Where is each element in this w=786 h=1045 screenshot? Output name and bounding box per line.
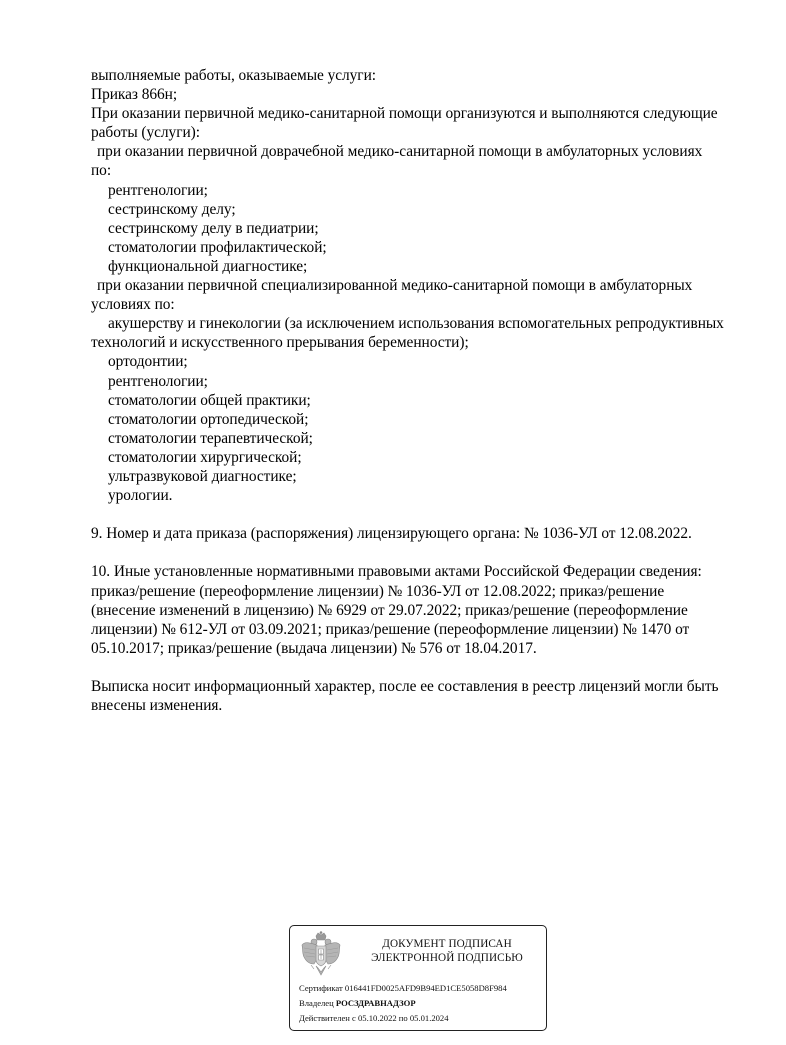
section-heading-prevrach: при оказании первичной доврачебной медико-санитарной помощи в амбулаторных условиях [97,143,703,161]
certificate-label: Сертификат [299,983,343,993]
intro-line: работы (услуги): [91,124,200,142]
list-item: урологии. [108,487,173,505]
item-10-line: приказ/решение (переоформление лицензии) № 1036-УЛ от 12.08.2022; приказ/решение [91,582,665,600]
stamp-title-line: ДОКУМЕНТ ПОДПИСАН [382,938,512,950]
stamp-title-line: ЭЛЕКТРОННОЙ ПОДПИСЬЮ [371,952,523,964]
spacer [91,658,761,677]
item-9-order: 9. Номер и дата приказа (распоряжения) лицензирующего органа: № 1036-УЛ от 12.08.2022. [91,525,692,543]
validity-row: Действителен с 05.10.2022 по 05.01.2024 [299,1013,449,1023]
list-item: стоматологии терапевтической; [108,429,313,447]
list-item: стоматологии профилактической; [108,238,327,256]
item-10-line: (внесение изменений в лицензию) № 6929 от 29.07.2022; приказ/решение (переоформление [91,601,688,619]
spacer [91,505,761,524]
certificate-value: 016441FD0025AFD9B94ED1CE5058D8F984 [344,983,507,993]
intro-line: выполняемые работы, оказываемые услуги: [91,67,376,84]
section-heading-special-cont: условиях по: [91,296,175,314]
order-reference: Приказ 866н; [91,86,178,104]
intro-line: При оказании первичной медико-санитарной помощи организуются и выполняются следующие [91,105,718,123]
stamp-info [299,981,507,1026]
list-item: функциональной диагностике; [108,257,308,275]
section-heading-prevrach-cont: по: [91,162,112,180]
disclaimer-line: Выписка носит информационный характер, после ее составления в реестр лицензий могли быть [91,678,719,695]
list-item: акушерству и гинекологии (за исключением использования вспомогательных репродуктивных [108,315,724,333]
owner-label: Владелец [299,998,334,1008]
list-item: ортодонтии; [108,353,188,371]
list-item: рентгенологии; [108,372,208,390]
spacer [91,543,761,562]
section-heading-special: при оказании первичной специализированной медико-санитарной помощи в амбулаторных [97,277,693,295]
list-item: стоматологии хирургической; [108,448,302,466]
list-item: ультразвуковой диагностике; [108,467,297,485]
certificate-row [299,981,507,996]
owner-row [299,996,507,1011]
list-item: стоматологии ортопедической; [108,410,309,428]
electronic-signature-stamp [289,925,547,1031]
list-item-cont: технологий и искусственного прерывания беременности); [91,334,469,352]
item-10-line: 10. Иные установленные нормативными правовыми актами Российской Федерации сведения: [91,563,702,581]
list-item: сестринскому делу в педиатрии; [108,219,319,237]
stamp-title [352,937,542,965]
list-item: стоматологии общей практики; [108,391,311,409]
item-10-line: лицензии) № 612-УЛ от 03.09.2021; приказ/решение (переоформление лицензии) № 1470 от [91,620,690,638]
list-item: сестринскому делу; [108,200,236,218]
item-10-line: 05.10.2017; приказ/решение (выдача лицензии) № 576 от 18.04.2017. [91,639,537,657]
document-body [91,66,761,715]
owner-value: РОСЗДРАВНАДЗОР [335,998,416,1008]
list-item: рентгенологии; [108,181,208,199]
disclaimer-line: внесены изменения. [91,697,223,715]
russian-coat-of-arms-icon [300,931,342,977]
